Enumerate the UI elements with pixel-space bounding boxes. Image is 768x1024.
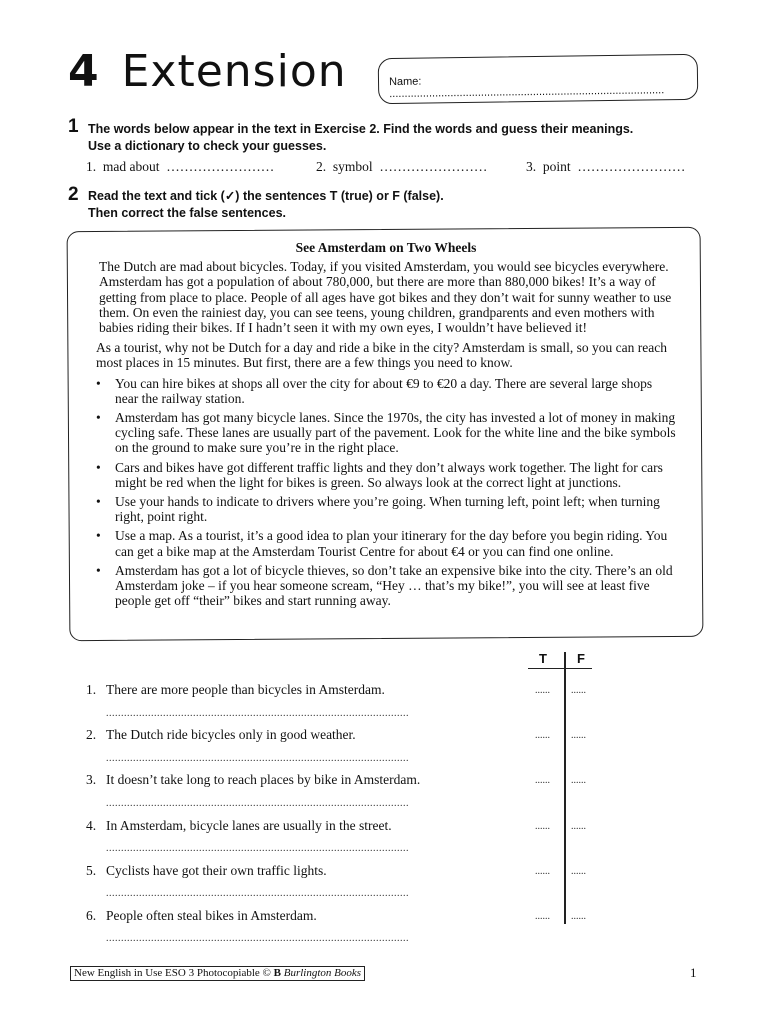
statement-2: 2. The Dutch ride bicycles only in good weather. <box>86 727 356 742</box>
article-title: See Amsterdam on Two Wheels <box>295 240 477 255</box>
statement-2-correction-line[interactable]: ..................................................................................................... <box>106 753 409 764</box>
exercise-1-instruction-line2: Use a dictionary to check your guesses. <box>88 138 327 153</box>
vocab-blank[interactable]: …………………… <box>379 159 488 174</box>
article <box>96 240 676 612</box>
vocab-item: 3. point …………………… <box>526 159 686 174</box>
statement-1-false-blank[interactable]: ...... <box>571 685 586 696</box>
tip-item: • Amsterdam has got many bicycle lanes. Since the 1970s, the city has invested a lot of money in making cycling safe. These lanes are usually part of the pavement. Look for the white line and the bike symbols on the ground to make sure you’re in the right place. <box>96 410 676 456</box>
exercise-1-number: 1 <box>68 116 79 137</box>
statement-1-true-blank[interactable]: ...... <box>535 685 550 696</box>
footer-credit <box>70 966 365 981</box>
exercise-2-number: 2 <box>68 184 79 205</box>
statement-5: 5. Cyclists have got their own traffic lights. <box>86 863 327 878</box>
statement-6: 6. People often steal bikes in Amsterdam. <box>86 908 317 923</box>
tip-item: • Amsterdam has got a lot of bicycle thieves, so don’t take an expensive bike into the city. There’s an old Amsterdam joke – if you hear someone scream, “Hey … that’s my bike!”, you will see at least five people get off “their” bikes and start running away. <box>96 562 673 609</box>
publisher-logo-icon: B <box>273 967 281 979</box>
exercise-2-instruction-line1: Read the text and tick (✓) the sentences T (true) or F (false). <box>88 189 444 203</box>
tip-item: • Use a map. As a tourist, it’s a good idea to plan your itinerary for the day before you begin riding. You can get a bike map at the Amsterdam Tourist Centre for about €4 or you can find one online. <box>96 528 668 559</box>
bullet-icon: • <box>96 528 101 544</box>
statement-6-true-blank[interactable]: ...... <box>535 911 550 922</box>
vocab-blank[interactable]: …………………… <box>166 159 275 174</box>
bullet-icon: • <box>96 459 101 475</box>
vocab-item: 1. mad about …………………… <box>86 159 275 174</box>
false-column-header: F <box>577 651 585 666</box>
statement-4-false-blank[interactable]: ...... <box>571 821 586 832</box>
exercise-2-instruction-line2: Then correct the false sentences. <box>88 205 286 220</box>
vocab-word: mad about <box>102 159 160 174</box>
unit-title <box>68 46 347 97</box>
name-label: Name: .......................................................................................... <box>388 75 665 101</box>
statement-3-correction-line[interactable]: ..................................................................................................... <box>106 798 409 809</box>
exercise-2-instruction <box>88 188 708 221</box>
statement-4: 4. In Amsterdam, bicycle lanes are usually in the street. <box>86 818 392 833</box>
true-column-header: T <box>539 651 547 666</box>
vocab-blank[interactable]: …………………… <box>577 159 686 174</box>
vocab-item: 2. symbol …………………… <box>316 159 488 174</box>
name-field[interactable] <box>378 54 699 104</box>
statement-2-false-blank[interactable]: ...... <box>571 730 586 741</box>
statement-5-false-blank[interactable]: ...... <box>571 866 586 877</box>
statement-3-true-blank[interactable]: ...... <box>535 775 550 786</box>
footer-text: New English in Use ESO 3 Photocopiable © <box>74 967 274 979</box>
exercise-1-instruction <box>88 121 708 154</box>
statement-6-false-blank[interactable]: ...... <box>571 911 586 922</box>
page-number: 1 <box>690 965 697 980</box>
article-paragraph-2: As a tourist, why not be Dutch for a day and ride a bike in the city? Amsterdam is small, so you can reach most places in 15 minutes. But first, there are a few things you need to know. <box>96 340 667 371</box>
tf-divider <box>564 652 566 924</box>
statement-4-true-blank[interactable]: ...... <box>535 821 550 832</box>
tip-item: • Cars and bikes have got different traffic lights and they don’t always work together. The light for cars might be red when the light for bikes is green. So always look at the correct light at junctions. <box>96 459 663 490</box>
statement-1-correction-line[interactable]: ..................................................................................................... <box>106 708 409 719</box>
statement-5-true-blank[interactable]: ...... <box>535 866 550 877</box>
statement-1: 1. There are more people than bicycles in Amsterdam. <box>86 682 385 697</box>
vocab-word: point <box>542 159 571 174</box>
article-paragraph-1: The Dutch are mad about bicycles. Today, if you visited Amsterdam, you would see bicycles everywhere. Amsterdam has got a population of about 780,000, but there are more than 880,000 bikes! It’s a way of getting from place to place. People of all ages have got bikes and they don’t wait for sunny weather to use them. On even the rainiest day, you can see teens, young children, grandparents and even mothers with babies riding their bikes. If I hadn’t seen it with my own eyes, I wouldn’t have believed it! <box>99 259 672 336</box>
statement-5-correction-line[interactable]: ..................................................................................................... <box>106 888 409 899</box>
statement-2-true-blank[interactable]: ...... <box>535 730 550 741</box>
bullet-icon: • <box>96 494 101 510</box>
bullet-icon: • <box>96 375 101 391</box>
statement-3: 3. It doesn’t take long to reach places by bike in Amsterdam. <box>86 772 421 787</box>
bullet-icon: • <box>96 410 101 426</box>
unit-title-text: Extension <box>121 46 347 97</box>
bullet-icon: • <box>96 562 101 578</box>
statement-4-correction-line[interactable]: ..................................................................................................... <box>106 843 409 854</box>
tf-header-rule <box>528 668 592 669</box>
tip-item: • Use your hands to indicate to drivers where you’re going. When turning left, point left; when turning right, point right. <box>96 494 660 525</box>
publisher-name: Burlington Books <box>283 967 362 979</box>
tip-item: • You can hire bikes at shops all over the city for about €9 to €20 a day. There are several large shops near the railway station. <box>96 375 653 406</box>
unit-number: 4 <box>68 46 100 97</box>
tips-list <box>96 376 676 609</box>
statement-6-correction-line[interactable]: ..................................................................................................... <box>106 933 409 944</box>
exercise-1-instruction-line1: The words below appear in the text in Exercise 2. Find the words and guess their meanings. <box>88 122 634 136</box>
vocab-word: symbol <box>332 159 373 174</box>
statement-3-false-blank[interactable]: ...... <box>571 775 586 786</box>
